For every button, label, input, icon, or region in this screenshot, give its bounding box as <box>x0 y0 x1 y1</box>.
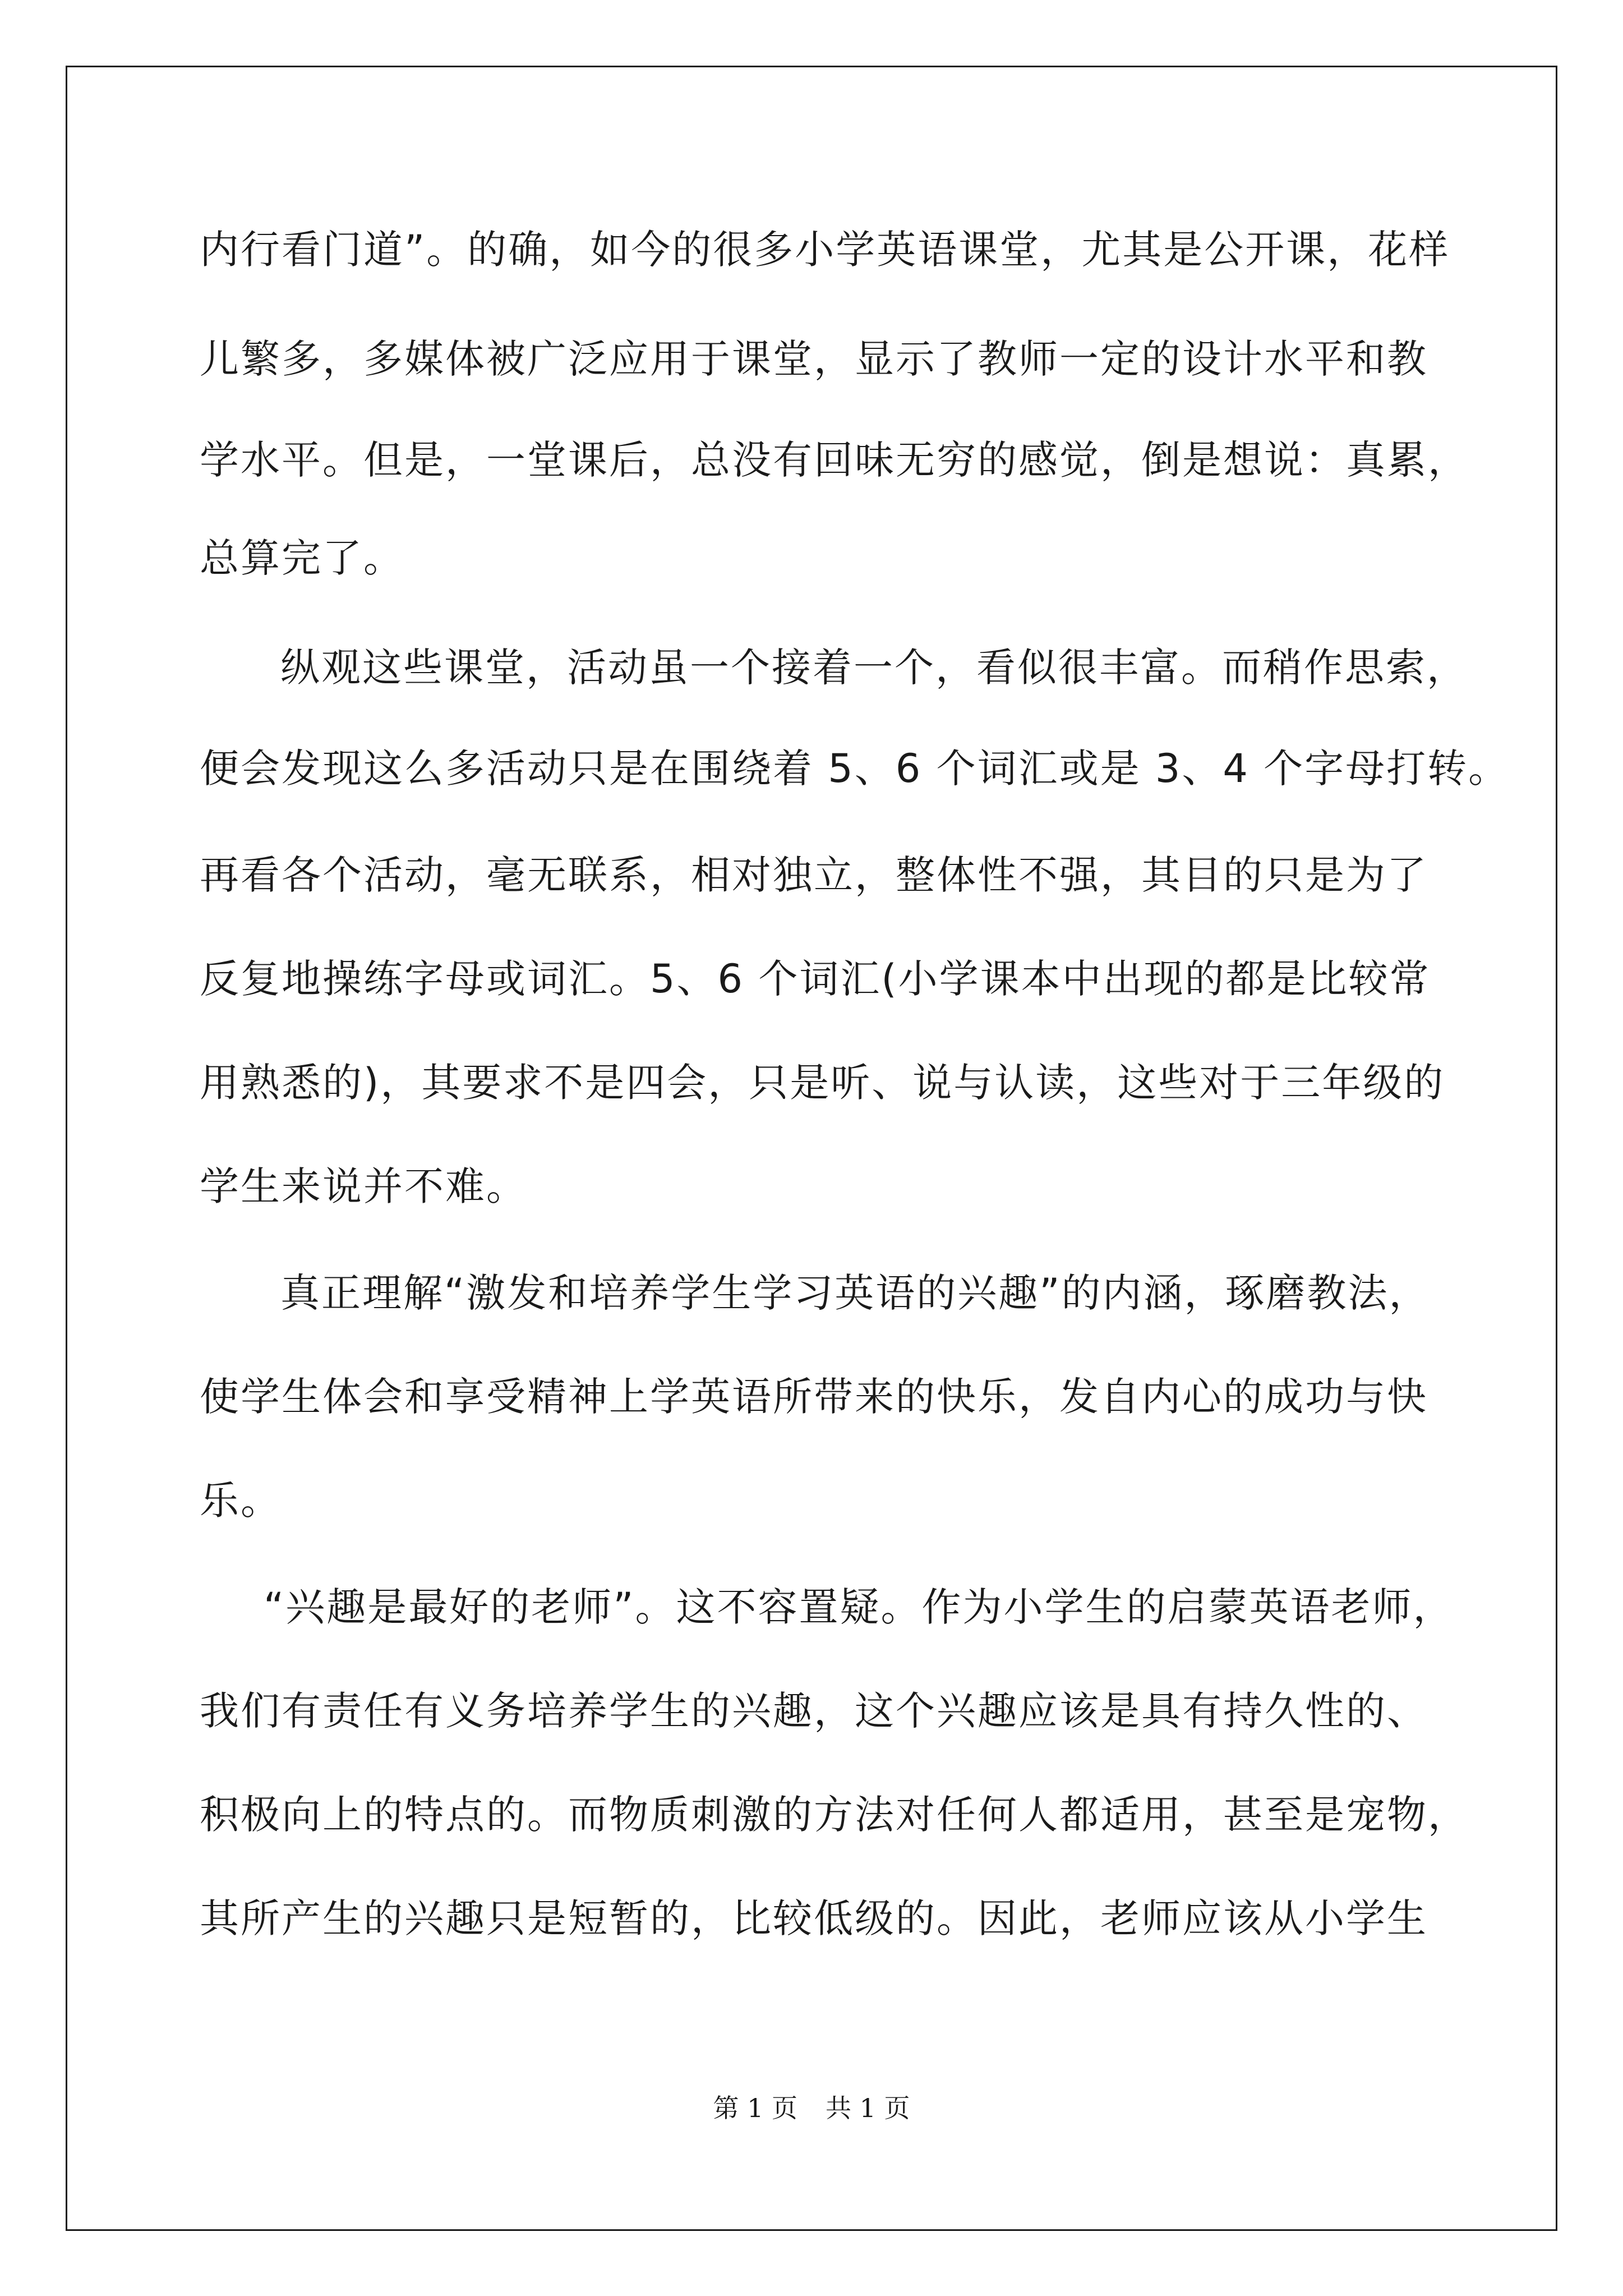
text-line: 再看各个活动，毫无联系，相对独立，整体性不强，其目的只是为了 <box>200 852 1428 898</box>
text-line: 真正理解“激发和培养学生学习英语的兴趣”的内涵，琢磨教法， <box>280 1270 1430 1316</box>
text-line: 我们有责任有义务培养学生的兴趣，这个兴趣应该是具有持久性的、 <box>200 1688 1428 1734</box>
text-line: 学生来说并不难。 <box>200 1163 527 1209</box>
page-number: 第 1 页 <box>713 2093 797 2123</box>
text-line: 使学生体会和享受精神上学英语所带来的快乐，发自内心的成功与快 <box>200 1374 1428 1420</box>
text-line: 儿繁多，多媒体被广泛应用于课堂，显示了教师一定的设计水平和教 <box>200 336 1428 382</box>
text-line: “兴趣是最好的老师”。这不容置疑。作为小学生的启蒙英语老师， <box>264 1584 1454 1630</box>
text-line: 积极向上的特点的。而物质刺激的方法对任何人都适用，甚至是宠物， <box>200 1792 1469 1838</box>
text-line: 其所产生的兴趣只是短暂的，比较低级的。因此，老师应该从小学生 <box>200 1895 1428 1941</box>
text-line: 总算完了。 <box>200 535 404 581</box>
text-line: 便会发现这么多活动只是在围绕着 5、6 个词汇或是 3、4 个字母打转。 <box>200 746 1510 792</box>
page-footer <box>0 2091 1623 2125</box>
text-line: 乐。 <box>200 1478 282 1524</box>
text-line: 内行看门道”。的确，如今的很多小学英语课堂，尤其是公开课，花样 <box>200 227 1450 273</box>
text-line: 反复地操练字母或词汇。5、6 个词汇(小学课本中出现的都是比较常 <box>200 956 1431 1002</box>
text-line: 用熟悉的)，其要求不是四会，只是听、说与认读，这些对于三年级的 <box>200 1060 1445 1106</box>
text-line: 纵观这些课堂，活动虽一个接着一个，看似很丰富。而稍作思索， <box>280 645 1468 691</box>
page-total: 共 1 页 <box>826 2093 910 2123</box>
text-line: 学水平。但是，一堂课后，总没有回味无穷的感觉，倒是想说：真累， <box>200 437 1469 483</box>
